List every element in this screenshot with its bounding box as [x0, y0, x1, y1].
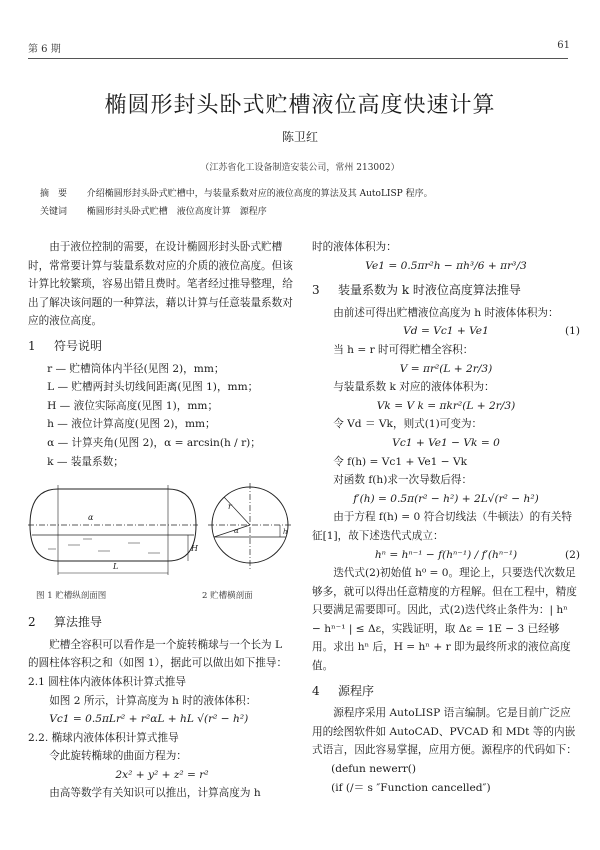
section-1-title: 符号说明 — [54, 338, 103, 353]
section-1-number: 1 — [28, 338, 36, 353]
right-continuation: 时的液体体积为： — [312, 241, 397, 253]
equation-vc1: Vc1 = 0.5πLr² + r²αL + hL √(r² − h²) — [49, 713, 249, 726]
symbol-L: L — 贮槽两封头切线间距离(见图 1)，mm； — [47, 381, 259, 394]
equation-derivative: f′(h) = 0.5π(r² − h²) + 2L√(r² − h²) — [353, 492, 539, 505]
section-3-text: 由前述可得出贮槽液位高度为 h 时液体体积为： — [333, 306, 559, 319]
figure-2-cross-section — [208, 483, 292, 569]
equation-1-number: (1) — [564, 325, 580, 338]
section-3-title: 装量系数为 k 时液位高度算法推导 — [338, 283, 521, 298]
subsection-2-2-tail: 由高等数学有关知识可以推出，计算高度为 h — [49, 787, 261, 800]
section-4-title: 源程序 — [338, 683, 375, 698]
iteration-text: 迭代式(2)初始值 h⁰ = 0。理论上，只要迭代次数足够多，就可以得出任意精度的方程解。但在工程中，精度只要满足需要即可。因此，式(2)迭代终止条件为：| hⁿ − hⁿ⁻¹ | ≤ Δε，实践证明，取 Δε = 1E − 3 已经够用。求出 hⁿ 后，H = hⁿ + r 即为最终所求的液位高度值。 — [312, 567, 577, 673]
figure-2-caption: 2 贮槽横剖面 — [202, 591, 253, 602]
newton-text: 由于方程 f(h) = 0 符合切线法（牛顿法）的有关特征[1]，故下述迭代式成立： — [312, 511, 572, 542]
figure-drawings — [28, 475, 296, 585]
figure-1-caption: 图 1 贮槽纵剖面图 — [36, 591, 107, 602]
section-3-heading — [312, 281, 580, 300]
affiliation: （江苏省化工设备制造安装公司，常州 213002） — [200, 163, 400, 173]
fig2-label-r: r — [228, 502, 232, 512]
code-line-2: (if (/＝ s ″Function cancelled″) — [331, 781, 491, 794]
equation-zero: Vc1 + Ve1 − Vk = 0 — [392, 436, 500, 449]
left-column — [28, 238, 296, 803]
symbol-r: r — 贮槽筒体内半径(见图 2)，mm； — [47, 362, 225, 375]
full-volume-text: 当 h = r 时可得贮槽全容积： — [333, 343, 474, 356]
section-2-number: 2 — [28, 615, 36, 630]
equation-surface: 2x² + y² + z² = r² — [115, 768, 209, 781]
derivative-text: 对函数 f(h)求一次导数后得： — [333, 474, 473, 487]
equation-full-volume: V = πr²(L + 2r/3) — [399, 362, 493, 375]
subsection-2-2-heading: 2.2. 椭球内液体体积计算式推导 — [28, 731, 179, 744]
equation-2 — [312, 546, 580, 565]
subsection-2-1-text: 如图 2 所示，计算高度为 h 时的液体体积： — [49, 694, 257, 707]
header-issue: 第 6 期 — [28, 44, 61, 55]
symbol-h: h — 液位计算高度(见图 2)，mm； — [47, 418, 216, 431]
page-title: 椭圆形封头卧式贮槽液位高度快速计算 — [104, 93, 496, 118]
section-2-text: 贮槽全容积可以看作是一个旋转椭球与一个长为 L 的圆柱体容积之和（如图 1），据此可以做出如下推导： — [28, 638, 288, 670]
fig-label-L: L — [113, 562, 119, 572]
equation-1-body: Vd = Vc1 + Ve1 — [403, 325, 489, 338]
section-3-number: 3 — [312, 283, 320, 298]
abstract-label: 摘 要 — [40, 189, 68, 199]
section-4-number: 4 — [312, 683, 320, 698]
equation-2-number: (2) — [564, 548, 580, 561]
header-rule — [28, 58, 568, 59]
symbol-k: k — 装量系数； — [47, 455, 124, 468]
equation-f-h: 令 f(h) = Vc1 + Ve1 − Vk — [333, 455, 468, 468]
symbol-alpha: α — 计算夹角(见图 2)，α = arcsin(h / r)； — [47, 436, 261, 449]
intro-paragraph: 由于液位控制的需要，在设计椭圆形封头卧式贮槽时，常常要计算与装量系数对应的介质的液位高度。但该计算比较繁琐，容易出错且费时。笔者经过推导整理，给出了解决该问题的一种算法，藉以计算与任意装量系数对应的液位高度。 — [28, 241, 293, 328]
subsection-2-2-text: 令此旋转椭球的曲面方程为： — [49, 750, 187, 763]
let-equal-text: 令 Vd ＝ Vk，则式(1)可变为： — [333, 418, 483, 431]
code-line-1: (defun newerr() — [331, 763, 417, 776]
section-1-heading — [28, 337, 296, 356]
section-4-heading — [312, 682, 580, 701]
abstract — [40, 186, 433, 199]
equation-vk: Vk = V k = πkr²(L + 2r/3) — [376, 399, 516, 412]
section-4-text: 源程序采用 AutoLISP 语言编制。它是目前广泛应用的绘图软件如 AutoCAD、PVCAD 和 MDt 等的内嵌式语言，因此容易掌握，应用方便。源程序的代码如下： — [312, 707, 577, 757]
keywords-text: 椭圆形封头卧式贮槽 液位高度计算 源程序 — [86, 207, 267, 217]
section-2-title: 算法推导 — [54, 615, 103, 630]
author: 陈卫红 — [281, 130, 318, 144]
keywords-label: 关键词 — [40, 207, 68, 217]
abstract-text: 介绍椭圆形封头卧式贮槽中，与装量系数对应的液位高度的算法及其 AutoLISP 程序。 — [86, 189, 433, 199]
equation-2-body: hⁿ = hⁿ⁻¹ − f(hⁿ⁻¹) / f′(hⁿ⁻¹) — [374, 548, 518, 561]
symbol-H: H — 液位实际高度(见图 1)，mm； — [47, 399, 219, 412]
subsection-2-1-heading: 2.1 圆柱体内液体体积计算式推导 — [28, 675, 186, 688]
keywords — [40, 204, 267, 217]
header-page-number: 61 — [557, 40, 570, 51]
section-2-heading — [28, 613, 296, 632]
k-volume-text: 与装量系数 k 对应的液体体积为： — [333, 381, 495, 394]
right-column — [312, 238, 580, 797]
fig-label-alpha: α — [88, 513, 94, 523]
equation-ve1: Ve1 = 0.5πr²h − πh³/6 + πr³/3 — [365, 259, 527, 272]
fig2-label-alpha: α — [234, 527, 239, 536]
fig-label-H: H — [191, 544, 198, 554]
equation-1 — [312, 322, 580, 341]
fig2-label-h: h — [283, 528, 288, 537]
figures — [28, 475, 296, 603]
